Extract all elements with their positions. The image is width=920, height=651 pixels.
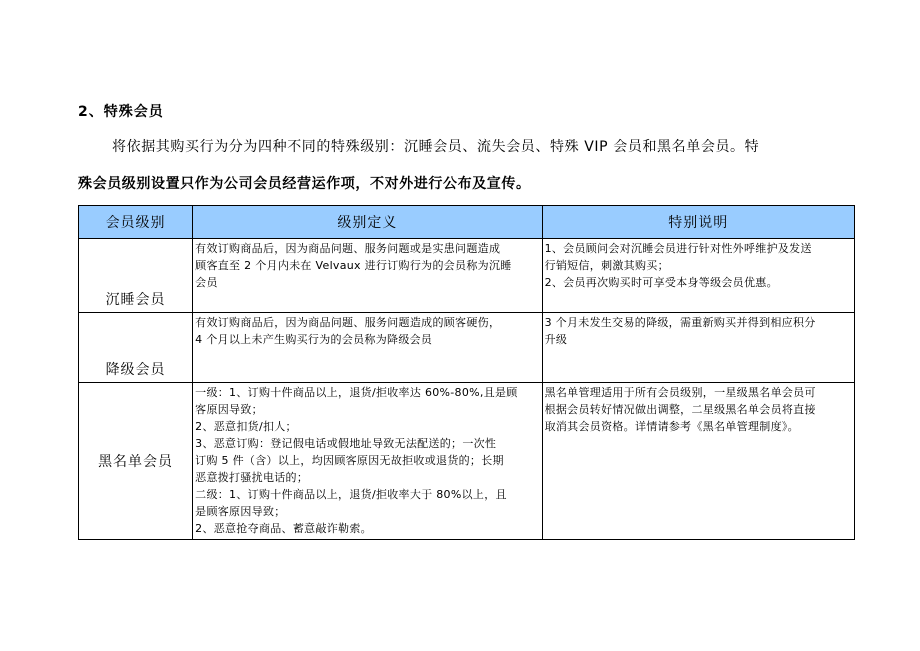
level-cell: 沉睡会员 bbox=[79, 239, 193, 313]
definition-line: 订购 5 件（含）以上，均因顾客原因无故拒收或退货的；长期 bbox=[195, 454, 504, 467]
level-cell: 黑名单会员 bbox=[79, 383, 193, 540]
level-cell: 降级会员 bbox=[79, 313, 193, 383]
note-line: 升级 bbox=[544, 333, 568, 346]
definition-line: 4 个月以上未产生购买行为的会员称为降级会员 bbox=[195, 333, 433, 346]
table-row-downgraded-member bbox=[79, 313, 855, 383]
definition-line: 3、恶意订购：登记假电话或假地址导致无法配送的；一次性 bbox=[195, 437, 497, 450]
definition-line: 客原因导致； bbox=[195, 403, 263, 416]
definition-line: 一级：1、订购十件商品以上，退货/拒收率达 60%-80%,且是顾 bbox=[195, 386, 518, 399]
note-line: 3 个月未发生交易的降级，需重新购买并得到相应积分 bbox=[544, 316, 816, 329]
definition-line: 有效订购商品后，因为商品问题、服务问题造成的顾客硬伤， bbox=[195, 316, 501, 329]
table-row-blacklist-member bbox=[79, 383, 855, 540]
definition-line: 会员 bbox=[195, 276, 218, 289]
definition-cell bbox=[193, 383, 542, 540]
definition-line: 2、恶意抢夺商品、蓄意敲诈勒索。 bbox=[195, 522, 372, 535]
note-line: 行销短信，刺激其购买； bbox=[544, 259, 669, 272]
table-row-dormant-member bbox=[79, 239, 855, 313]
definition-line: 恶意拨打骚扰电话的； bbox=[195, 471, 309, 484]
intro-paragraph-line-2: 殊会员级别设置只作为公司会员经营运作项，不对外进行公布及宣传。 bbox=[78, 176, 531, 192]
table-header-row bbox=[79, 206, 855, 239]
header-member-level: 会员级别 bbox=[79, 206, 193, 239]
note-line: 根据会员转好情况做出调整，二星级黑名单会员将直接 bbox=[544, 403, 816, 416]
note-line: 1、会员顾问会对沉睡会员进行针对性外呼维护及发送 bbox=[544, 242, 812, 255]
definition-line: 有效订购商品后，因为商品问题、服务问题或是实患问题造成 bbox=[195, 242, 501, 255]
definition-cell bbox=[193, 239, 542, 313]
special-member-table bbox=[78, 205, 855, 540]
definition-cell bbox=[193, 313, 542, 383]
definition-line: 是顾客原因导致； bbox=[195, 505, 286, 518]
note-cell bbox=[542, 383, 854, 540]
note-cell bbox=[542, 239, 854, 313]
note-line: 取消其会员资格。详情请参考《黑名单管理制度》。 bbox=[544, 420, 799, 433]
header-level-definition: 级别定义 bbox=[193, 206, 542, 239]
definition-line: 2、恶意扣货/扣人； bbox=[195, 420, 297, 433]
header-special-notes: 特别说明 bbox=[542, 206, 854, 239]
note-line: 黑名单管理适用于所有会员级别，一星级黑名单会员可 bbox=[544, 386, 816, 399]
definition-line: 二级：1、订购十件商品以上，退货/拒收率大于 80%以上，且 bbox=[195, 488, 507, 501]
note-cell bbox=[542, 313, 854, 383]
note-line: 2、会员再次购买时可享受本身等级会员优惠。 bbox=[544, 276, 778, 289]
section-heading: 2、特殊会员 bbox=[78, 104, 164, 120]
intro-paragraph-line-1: 将依据其购买行为分为四种不同的特殊级别：沉睡会员、流失会员、特殊 VIP 会员和黑名单会员。特 bbox=[112, 139, 760, 155]
definition-line: 顾客直至 2 个月内未在 Velvaux 进行订购行为的会员称为沉睡 bbox=[195, 259, 512, 272]
